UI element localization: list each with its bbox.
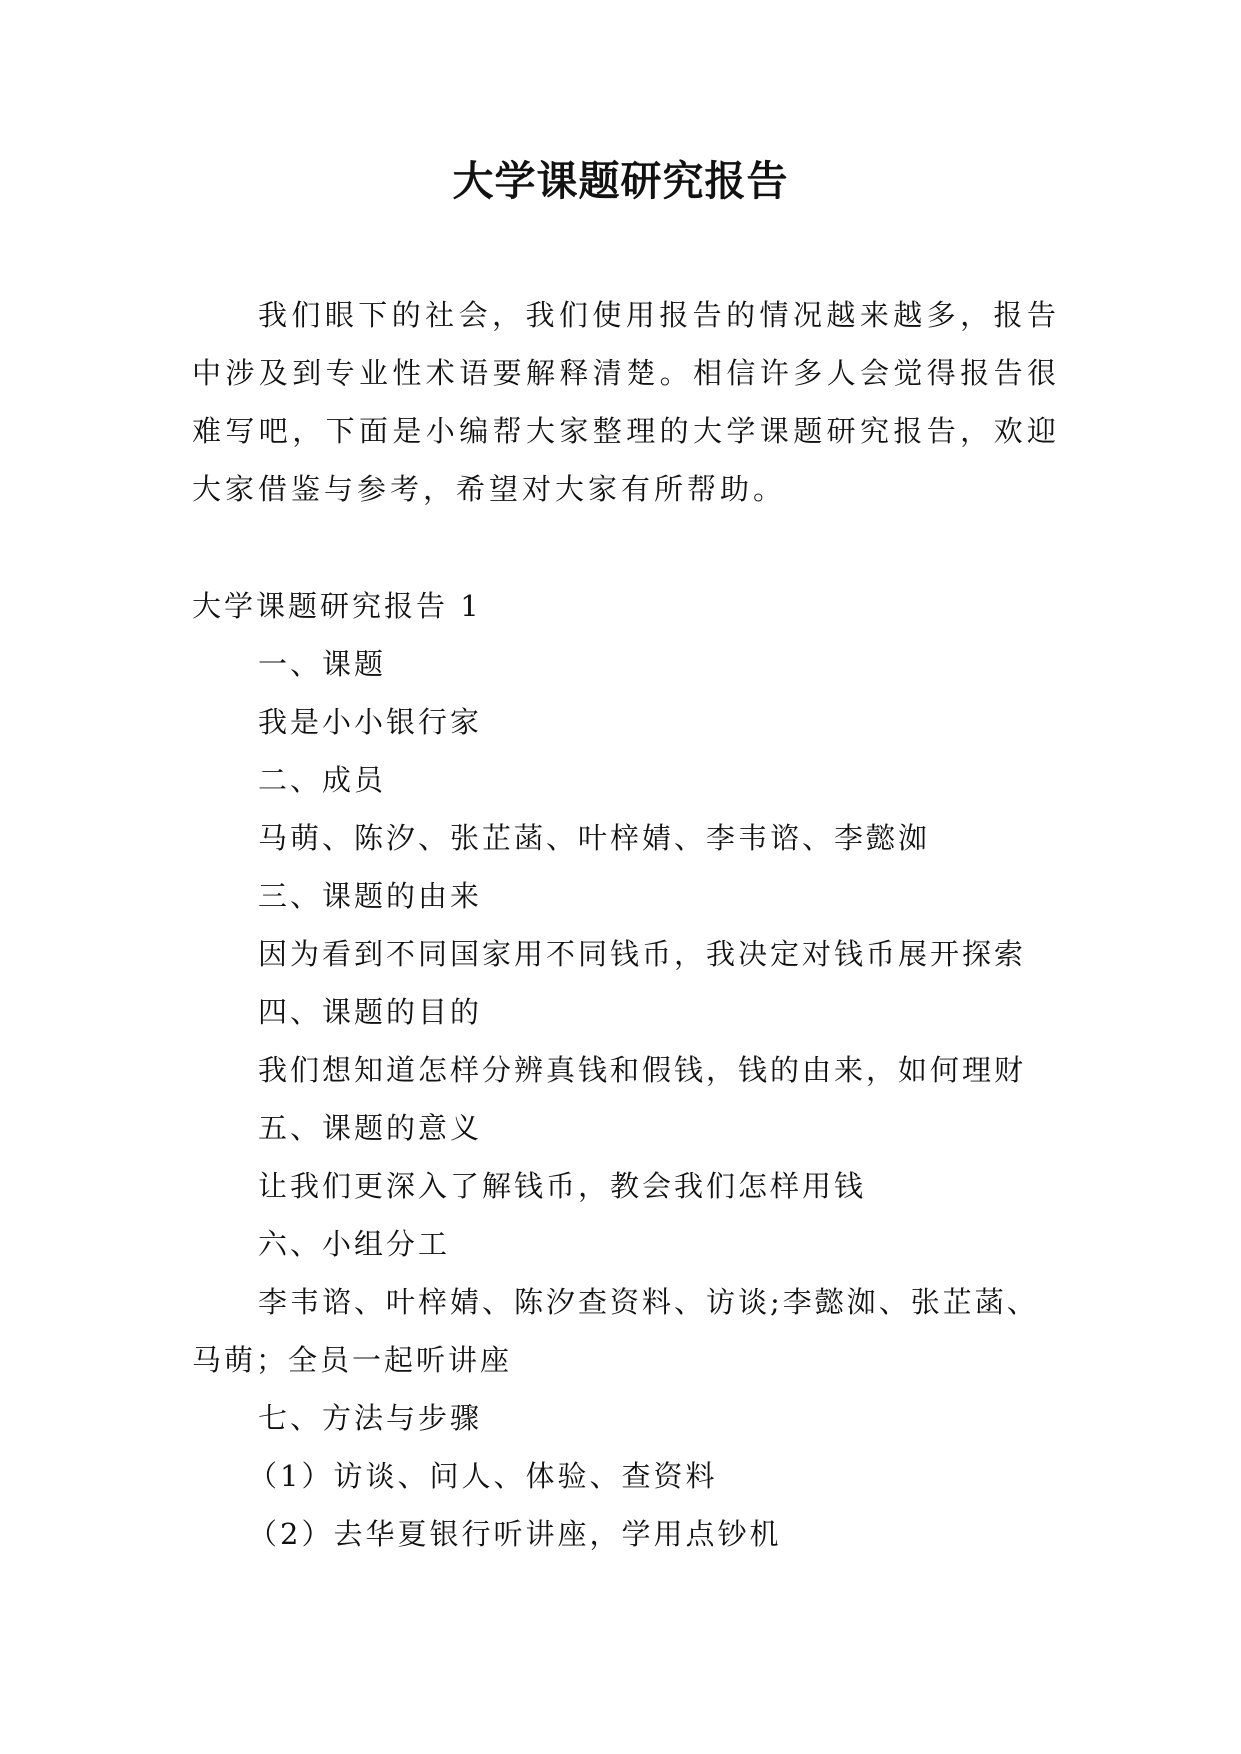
- report-body: [192, 577, 1060, 1563]
- division-text: 李韦谘、叶梓婧、陈汐查资料、访谈;李懿洳、张芷菡、马萌；全员一起听讲座: [192, 1285, 1039, 1377]
- heading-origin: 三、课题的由来: [258, 879, 483, 913]
- purpose-text: 我们想知道怎样分辨真钱和假钱，钱的由来，如何理财: [258, 1053, 1027, 1087]
- origin-text: 因为看到不同国家用不同钱币，我决定对钱币展开探索: [258, 937, 1027, 971]
- topic-text: 我是小小银行家: [258, 705, 483, 739]
- section-heading: 大学课题研究报告 1: [192, 589, 482, 623]
- heading-division: 六、小组分工: [258, 1227, 451, 1261]
- method-step-1: （1）访谈、问人、体验、查资料: [248, 1459, 718, 1493]
- heading-topic: 一、课题: [258, 647, 387, 681]
- heading-members: 二、成员: [258, 763, 387, 797]
- heading-significance: 五、课题的意义: [258, 1111, 483, 1145]
- significance-text: 让我们更深入了解钱币，教会我们怎样用钱: [258, 1169, 867, 1203]
- heading-purpose: 四、课题的目的: [258, 995, 483, 1029]
- members-text: 马萌、陈汐、张芷菡、叶梓婧、李韦谘、李懿洳: [258, 821, 931, 855]
- intro-paragraph: 我们眼下的社会，我们使用报告的情况越来越多，报告中涉及到专业性术语要解释清楚。相信许多人会觉得报告很难写吧，下面是小编帮大家整理的大学课题研究报告，欢迎大家借鉴与参考，希望对大家有所帮助。: [192, 298, 1060, 506]
- document-title: 大学课题研究报告: [452, 157, 789, 205]
- method-step-2: （2）去华夏银行听讲座，学用点钞机: [248, 1517, 782, 1551]
- heading-methods: 七、方法与步骤: [258, 1401, 483, 1435]
